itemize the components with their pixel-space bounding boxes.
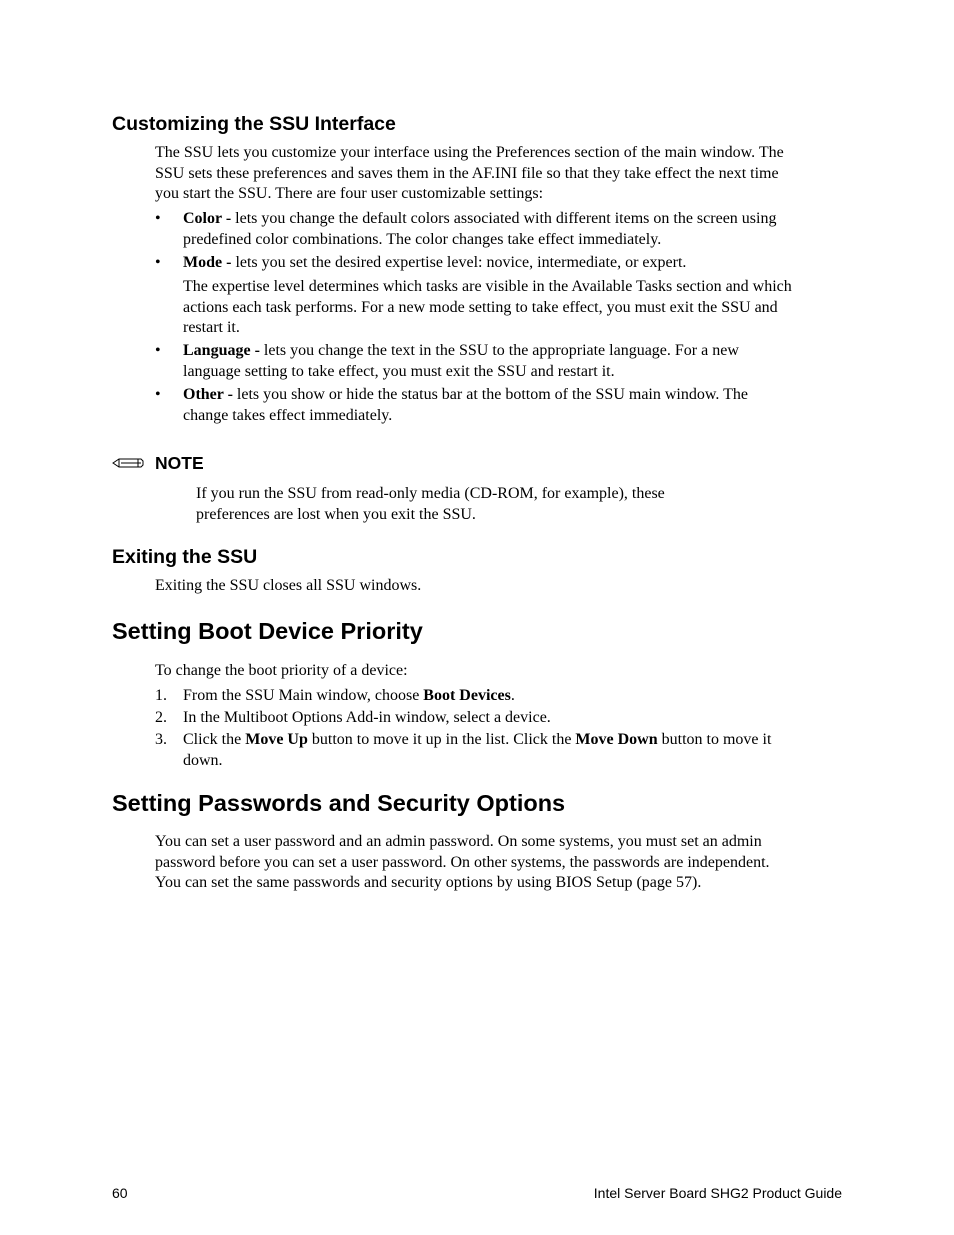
step-text-part: button to move it up in the list. Click the [307, 731, 576, 748]
guide-title: Intel Server Board SHG2 Product Guide [593, 1185, 842, 1201]
bullet-line: lets you change the default colors associated with different items on the screen using [231, 210, 777, 227]
step-text [183, 730, 845, 771]
section-heading-exiting: Exiting the SSU [112, 546, 258, 568]
intro-line: you start the SSU. There are four user customizable settings: [155, 185, 544, 202]
bullet-term: Color - [183, 210, 232, 227]
intro-line: SSU sets these preferences and saves them in the AF.INI file so that they take effect the next time [155, 164, 779, 182]
bullet-line: lets you change the text in the SSU to the appropriate language. For a new [259, 342, 739, 359]
bullet-symbol: • [155, 210, 161, 227]
mode-detail [183, 277, 845, 339]
bullet-term: Language - [183, 342, 260, 359]
note-label: NOTE [155, 453, 204, 473]
bullet-term: Mode - [183, 254, 232, 271]
step-text-part: down. [183, 751, 223, 769]
bullet-text [183, 253, 845, 274]
note-line: preferences are lost when you exit the SSU. [196, 505, 476, 523]
bullet-text [183, 341, 845, 382]
step-number: 2. [155, 709, 167, 726]
bullet-text [183, 209, 845, 250]
step-text-part: . [510, 687, 515, 704]
step-bold-term: Boot Devices [423, 687, 511, 704]
step-number: 3. [155, 731, 167, 748]
note-line: If you run the SSU from read-only media (CD-ROM, for example), these [196, 485, 665, 502]
section-heading-customizing: Customizing the SSU Interface [112, 113, 396, 135]
step-text-part: button to move it [657, 731, 772, 748]
step-number: 1. [155, 687, 167, 704]
bullet-symbol: • [155, 386, 161, 403]
bullet-line: language setting to take effect, you must exit the SSU and restart it. [183, 362, 615, 380]
bullet-symbol: • [155, 342, 161, 359]
step-bold-term: Move Down [575, 731, 658, 748]
passwords-line: You can set a user password and an admin password. On some systems, you must set an admin [155, 833, 762, 850]
step-text [183, 686, 845, 707]
pencil-icon [112, 454, 144, 472]
bullet-line: lets you show or hide the status bar at the bottom of the SSU main window. The [232, 386, 748, 403]
mode-detail-line: restart it. [183, 319, 240, 336]
customizing-intro [155, 143, 845, 205]
step-text-part: From the SSU Main window, choose [183, 687, 424, 704]
step-text: In the Multiboot Options Add-in window, select a device. [183, 709, 551, 726]
bullet-line: predefined color combinations. The color changes take effect immediately. [183, 230, 662, 248]
page-number: 60 [112, 1185, 128, 1201]
bullet-line: lets you set the desired expertise level: novice, intermediate, or expert. [231, 254, 687, 271]
bullet-text [183, 385, 845, 426]
passwords-line: password before you can set a user password. On other systems, the passwords are independent. [155, 853, 770, 871]
step-bold-term: Move Up [245, 731, 308, 748]
passwords-text [155, 832, 845, 894]
boot-intro: To change the boot priority of a device: [155, 662, 408, 679]
intro-line: The SSU lets you customize your interface using the Preferences section of the main window. The [155, 144, 784, 161]
bullet-line: change takes effect immediately. [183, 406, 393, 424]
bullet-symbol: • [155, 254, 161, 271]
step-text-part: Click the [183, 731, 246, 748]
section-heading-boot-priority: Setting Boot Device Priority [112, 618, 423, 644]
bullet-term: Other - [183, 386, 233, 403]
section-heading-passwords: Setting Passwords and Security Options [112, 790, 566, 816]
note-text [196, 484, 756, 525]
mode-detail-line: actions each task performs. For a new mode setting to take effect, you must exit the SSU and [183, 298, 778, 316]
exiting-text: Exiting the SSU closes all SSU windows. [155, 577, 422, 594]
passwords-line: You can set the same passwords and security options by using BIOS Setup (page 57). [155, 874, 702, 891]
mode-detail-line: The expertise level determines which tasks are visible in the Available Tasks section and which [183, 278, 792, 295]
